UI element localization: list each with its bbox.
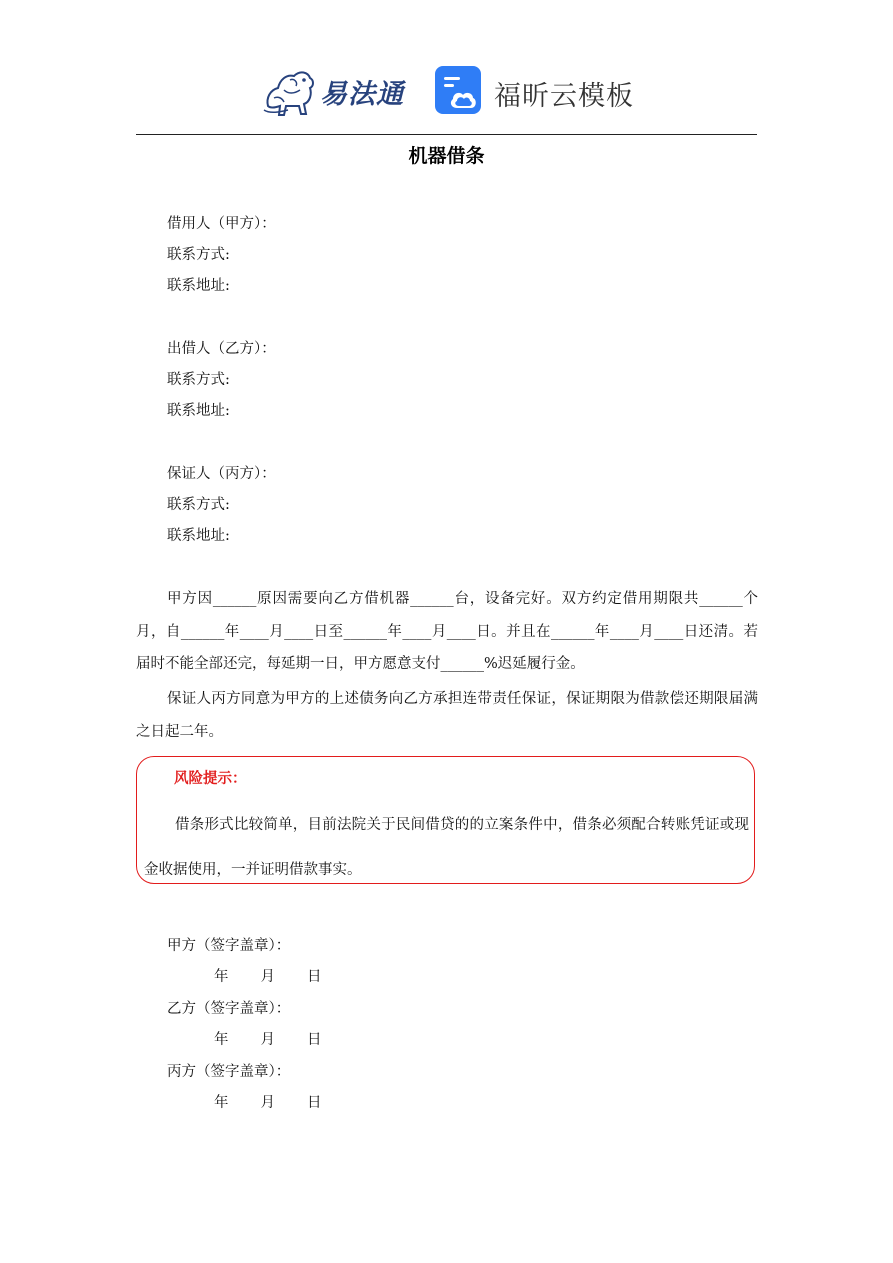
party-a-date <box>214 965 322 986</box>
guarantor-address: 联系地址: <box>167 528 230 544</box>
lender-address: 联系地址: <box>167 403 230 419</box>
borrower-contact: 联系方式: <box>167 247 230 263</box>
yifatong-logo <box>260 60 410 120</box>
guarantee-paragraph: 保证人丙方同意为甲方的上述债务向乙方承担连带责任保证，保证期限为借款偿还期限届满之日起二年。 <box>136 691 758 740</box>
document-title: 机器借条 <box>408 145 485 167</box>
day-label: 日 <box>307 1032 322 1048</box>
day-label: 日 <box>307 969 322 985</box>
month-label: 月 <box>260 1032 275 1048</box>
risk-warning-text: 借条形式比较简单，目前法院关于民间借贷的的立案条件中，借条必须配合转账凭证或现金收据使用，一并证明借款事实。 <box>144 817 749 878</box>
month-label: 月 <box>260 1095 275 1111</box>
qilin-icon <box>260 60 322 120</box>
year-label: 年 <box>214 1095 229 1111</box>
foxit-template-logo-text: 福昕云模板 <box>494 81 634 112</box>
party-c-signature-label: 丙方（签字盖章）： <box>167 1064 291 1080</box>
party-a-signature-label: 甲方（签字盖章）： <box>167 938 291 954</box>
party-c-date <box>214 1091 322 1112</box>
borrower-label: 借用人（甲方）： <box>167 216 276 232</box>
day-label: 日 <box>307 1095 322 1111</box>
party-b-date <box>214 1028 322 1049</box>
borrower-address: 联系地址: <box>167 278 230 294</box>
year-label: 年 <box>214 969 229 985</box>
header-divider <box>136 134 757 135</box>
lender-contact: 联系方式: <box>167 372 230 388</box>
risk-warning-title: 风险提示： <box>174 771 247 787</box>
month-label: 月 <box>260 969 275 985</box>
guarantor-contact: 联系方式: <box>167 497 230 513</box>
loan-terms-paragraph: 甲方因______原因需要向乙方借机器______台，设备完好。双方约定借用期限共______个月，自______年____月____日至______年____月____日。并且在______年____月____日还清。若届时不能全部还完，每延期一日，甲方愿意支付______%迟延履行金。 <box>136 591 758 672</box>
lender-label: 出借人（乙方）： <box>167 341 276 357</box>
year-label: 年 <box>214 1032 229 1048</box>
page-header <box>260 60 640 124</box>
guarantor-label: 保证人（丙方）： <box>167 466 276 482</box>
cloud-document-icon <box>435 66 483 116</box>
foxit-template-logo <box>435 64 635 120</box>
risk-warning-box <box>136 756 755 884</box>
yifatong-logo-text: 易法通 <box>320 79 404 110</box>
party-b-signature-label: 乙方（签字盖章）： <box>167 1001 291 1017</box>
